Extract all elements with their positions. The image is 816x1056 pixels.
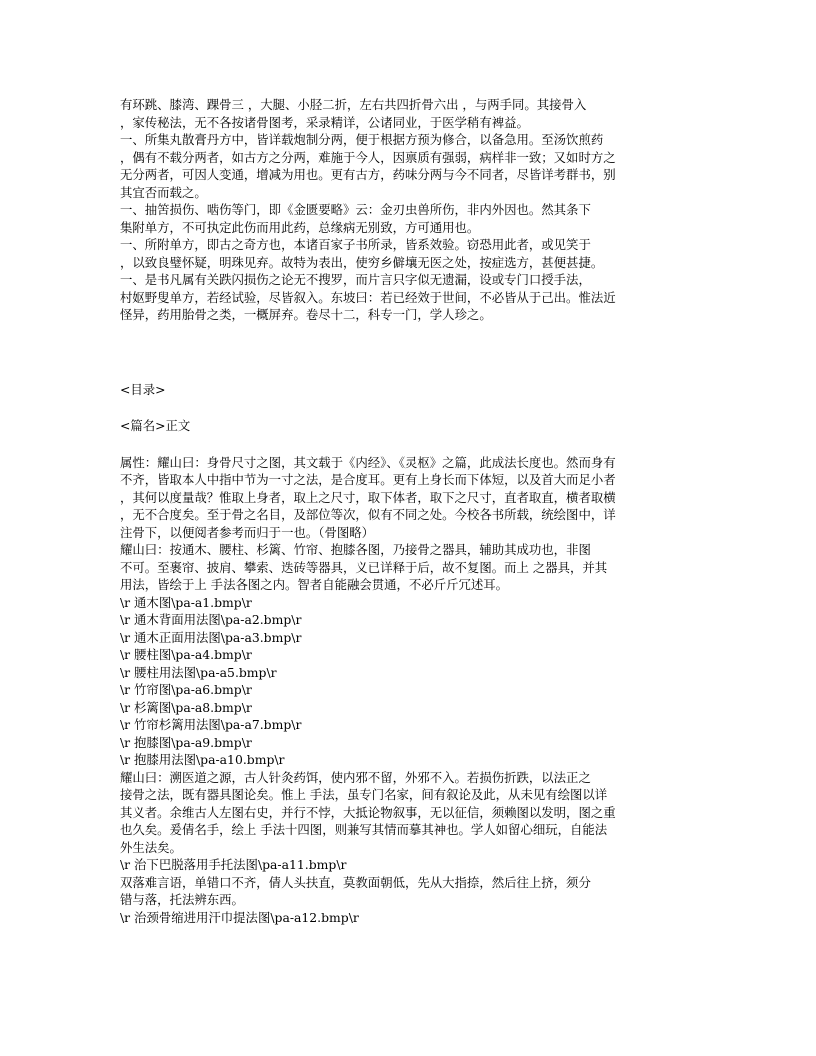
intro-line: 其宜否而载之。 <box>120 184 207 200</box>
intro-block <box>120 96 700 324</box>
image-reference: \r 竹帘杉篱用法图\pa-a7.bmp\r <box>120 717 302 732</box>
body-line: 外生法矣。 <box>120 839 182 855</box>
image-reference: \r 通木图\pa-a1.bmp\r <box>120 594 252 610</box>
section-heading: <篇名>正文 <box>120 418 191 433</box>
intro-line: 一、所集丸散膏丹方中，皆详载炮制分两，便于根据方预为修合，以备急用。至汤饮煎药 <box>120 132 604 147</box>
image-reference: \r 腰柱用法图\pa-a5.bmp\r <box>120 664 277 680</box>
image-reference: \r 通木正面用法图\pa-a3.bmp\r <box>120 629 302 645</box>
intro-line: 无分两者，可因人变通，增减为用也。更有古方，药味分两与今不同者，尽皆详考群书，别 <box>120 167 616 182</box>
intro-line: 村妪野叟单方，若经试验，尽皆叙入。东坡曰：若已经效于世间，不必皆从于己出。惟法近 <box>120 289 616 305</box>
body-line: 耀山曰：按通木、腰柱、杉篱、竹帘、抱膝各图，乃接骨之器具，辅助其成功也，非图 <box>120 542 591 557</box>
body-line: 耀山曰：溯医道之源，古人针灸药饵，使内邪不留，外邪不入。若损伤折跌，以法正之 <box>120 769 591 785</box>
intro-line: 集附单方，不可执定此伤而用此药，总缘病无别致，方可通用也。 <box>120 219 480 235</box>
body-line: 接骨之法，既有器具图论矣。惟上 手法，虽专门名家，间有叙论及此，从未见有绘图以详 <box>120 787 608 802</box>
body-line: 其义者。余维古人左图右史，并行不悖，大抵论物叙事，无以征信，须赖图以发明，图之重 <box>120 804 616 820</box>
intro-line: 怪异，药用胎骨之类，一概屏弃。卷尽十二，科专一门，学人珍之。 <box>120 307 492 322</box>
image-reference: \r 腰柱图\pa-a4.bmp\r <box>120 647 252 662</box>
intro-line: 一、所附单方，即古之奇方也，本诸百家子书所录，皆系效验。窃恐用此者，或见笑于 <box>120 237 591 252</box>
body-line: 不可。至裹帘、披肩、攀索、迭砖等器具，义已详释于后，故不复图。而上 之器具，并其 <box>120 559 608 575</box>
image-reference: \r 抱膝图\pa-a9.bmp\r <box>120 734 252 750</box>
intro-line: ，偶有不载分两者，如古方之分两，难施于今人，因禀质有强弱，病样非一致；又如时方之 <box>120 149 616 165</box>
intro-line: ，家传秘法，无不各按诸骨图考，采录精详，公诸同业，于医学稍有裨益。 <box>120 114 529 130</box>
body-line: 也久矣。爰倩名手，绘上 手法十四图，则兼写其情而摹其神也。学人如留心细玩，自能法 <box>120 822 608 837</box>
image-reference: \r 竹帘图\pa-a6.bmp\r <box>120 682 252 697</box>
spacer <box>120 435 700 454</box>
intro-line: 一、抽䇢损伤、啮伤等门，即《金匮要略》云：金刃虫兽所伤，非内外因也。然其条下 <box>120 202 591 217</box>
intro-line: 一、是书凡属有关跌闪损伤之论无不搜罗，而片言只字似无遗漏，设或专门口授手法， <box>120 272 591 287</box>
body-line: ，其何以度量哉？惟取上身者，取上之尺寸，取下体者，取下之尺寸，直者取直，横者取横 <box>120 489 616 505</box>
body-line: 错与落，托法辨东西。 <box>120 892 244 907</box>
image-reference: \r 抱膝用法图\pa-a10.bmp\r <box>120 752 285 767</box>
body-line: ，无不合度矣。至于骨之名目，及部位等次，似有不同之处。今校各书所载，统绘图中，详 <box>120 507 616 522</box>
spacer <box>120 398 700 417</box>
body-line: 用法，皆绘于上 手法各图之内。智者自能融会贯通，不必斤斤冗述耳。 <box>120 577 509 592</box>
image-reference: \r 通木背面用法图\pa-a2.bmp\r <box>120 612 302 627</box>
body-line: 注骨下，以便阅者参考而归于一也。（骨图略） <box>120 524 375 540</box>
body-block <box>120 454 700 927</box>
body-line: 属性：耀山曰：身骨尺寸之图，其文载于《内经》、《灵枢》之篇，此成法长度也。然而身有 <box>120 454 616 470</box>
body-line: 双落难言语，单错口不齐，倩人头扶直，莫教面朝低，先从大指捺，然后往上挤，须分 <box>120 874 591 890</box>
image-reference: \r 治下巴脱落用手托法图\pa-a11.bmp\r <box>120 857 347 872</box>
spacer <box>120 324 700 381</box>
toc-heading: <目录> <box>120 381 166 397</box>
intro-line: ，以致良璧怀疑，明珠见弃。故特为表出，使穷乡僻壤无医之处，按症选方，甚便甚捷。 <box>120 254 604 270</box>
intro-line: 有环跳、膝湾、踝骨三 ，大腿、小胫二折，左右共四折骨六出 ，与两手同。其接骨入 <box>120 97 587 112</box>
body-line: 不齐，皆取本人中指中节为一寸之法，是合度耳。更有上身长而下体短，以及首大而足小者 <box>120 472 616 487</box>
document-page <box>120 96 700 926</box>
image-reference: \r 杉篱图\pa-a8.bmp\r <box>120 699 252 715</box>
image-reference: \r 治颈骨缩进用汗巾提法图\pa-a12.bmp\r <box>120 909 359 925</box>
